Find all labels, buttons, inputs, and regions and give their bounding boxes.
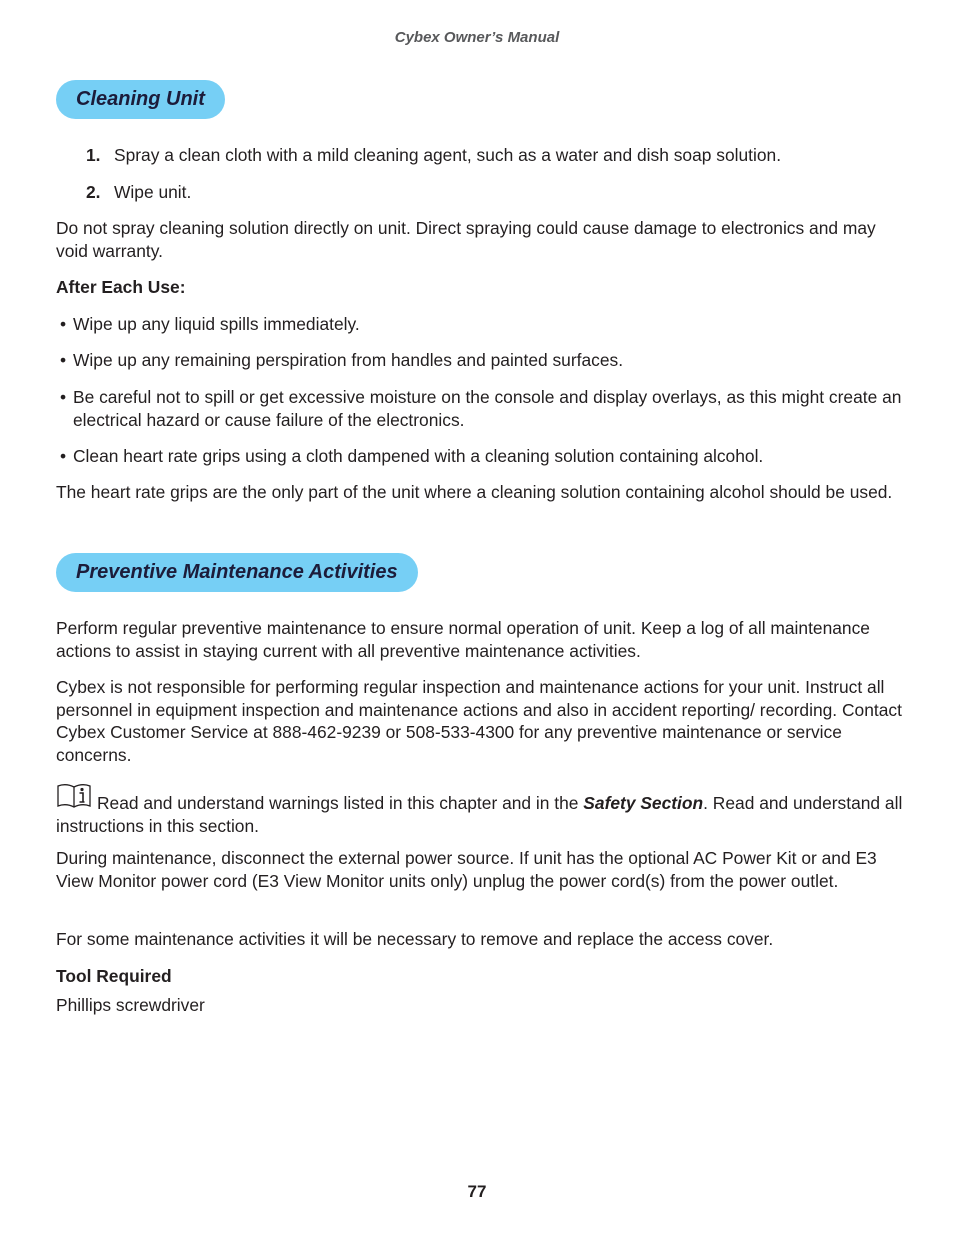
step-text: Spray a clean cloth with a mild cleaning agent, such as a water and dish soap solution.: [114, 145, 782, 165]
heart-rate-note: The heart rate grips are the only part of the unit where a cleaning solution containing alcohol should be used.: [56, 482, 893, 502]
after-each-use-heading: After Each Use:: [56, 277, 186, 297]
section-heading-cleaning-unit: Cleaning Unit: [56, 80, 225, 119]
bullet-marker: •: [60, 387, 67, 407]
manual-book-info-icon: [56, 782, 92, 810]
step-text: Wipe unit.: [114, 182, 192, 202]
bullet-item: Be careful not to spill or get excessive moisture on the console and display overlays, as this might create an electrical hazard or cause failure of the electronics.: [73, 387, 902, 430]
running-header: Cybex Owner’s Manual: [394, 29, 560, 46]
bullet-item: Wipe up any remaining perspiration from handles and painted surfaces.: [73, 350, 624, 370]
responsibility-paragraph: Cybex is not responsible for performing regular inspection and maintenance actions for your unit. Instruct all personnel in equipment inspection and maintenance actions and also in accident reporting/ recording. Contact Cybex Customer Service at 888-462-9239 or 508-533-4300 for any preventive maintenance or service concerns.: [56, 677, 902, 765]
step-number: 2.: [86, 182, 101, 202]
tool-required-item: Phillips screwdriver: [56, 995, 205, 1015]
bullet-marker: •: [60, 446, 67, 466]
step-number: 1.: [86, 145, 101, 165]
bullet-item: Wipe up any liquid spills immediately.: [73, 314, 360, 334]
page-number: 77: [467, 1182, 487, 1201]
read-text-suffix: . Read and understand all instructions in this section.: [56, 793, 903, 836]
read-text-prefix: Read and understand warnings listed in this chapter and in the: [97, 793, 584, 813]
disconnect-power-paragraph: During maintenance, disconnect the external power source. If unit has the optional AC Power Kit or and E3 View Monitor power cord (E3 View Monitor units only) unplug the power cord(s) from the power outlet.: [56, 848, 877, 891]
safety-section-reference: Safety Section: [583, 793, 704, 813]
bullet-item: Clean heart rate grips using a cloth dampened with a cleaning solution containing alcohol.: [73, 446, 764, 466]
read-instructions-paragraph: [56, 782, 906, 837]
access-cover-paragraph: For some maintenance activities it will be necessary to remove and replace the access cover.: [56, 929, 774, 949]
bullet-marker: •: [60, 350, 67, 370]
maintenance-paragraph: Perform regular preventive maintenance to ensure normal operation of unit. Keep a log of all maintenance actions to assist in staying current with all preventive maintenance activities.: [56, 618, 870, 661]
section-heading-preventive-maintenance: Preventive Maintenance Activities: [56, 553, 418, 592]
warning-paragraph: Do not spray cleaning solution directly on unit. Direct spraying could cause damage to electronics and may void warranty.: [56, 218, 876, 261]
tool-required-heading: Tool Required: [56, 966, 172, 986]
bullet-marker: •: [60, 314, 67, 334]
